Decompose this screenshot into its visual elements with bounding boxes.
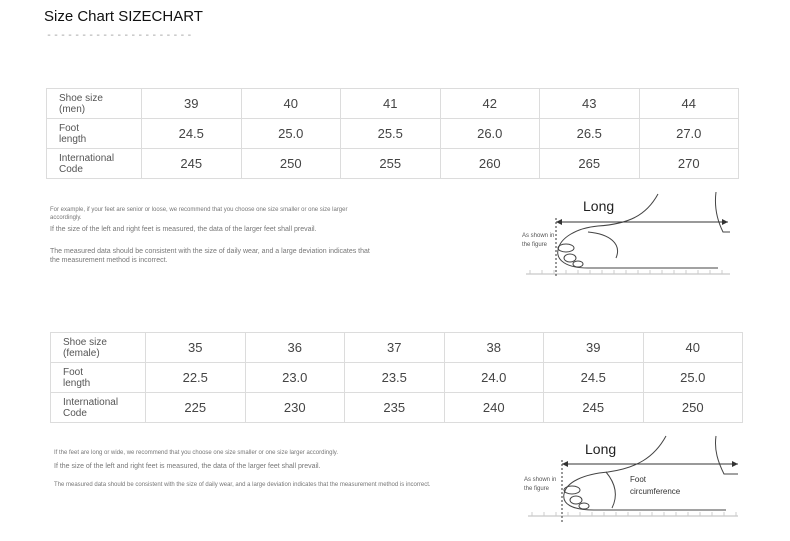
table-cell: 26.5: [540, 119, 640, 149]
men-note-1: For example, if your feet are senior or loose, we recommend that you choose one size smaller or one size larger accordingly.: [50, 207, 348, 221]
table-cell: 270: [639, 149, 739, 179]
table-cell: 39: [544, 333, 644, 363]
table-cell: 230: [245, 393, 345, 423]
table-cell: 245: [142, 149, 242, 179]
table-row: [47, 119, 739, 149]
table-cell: 23.0: [245, 363, 345, 393]
men-note-2: If the size of the left and right feet is measured, the data of the larger feet shall prevail.: [50, 226, 317, 233]
row-header: Shoe size (men): [47, 89, 142, 119]
men-foot-measurement-figure: [518, 188, 733, 283]
row-header: International Code: [51, 393, 146, 423]
table-cell: 23.5: [345, 363, 445, 393]
row-header: Foot length: [51, 363, 146, 393]
row-header: Shoe size (female): [51, 333, 146, 363]
table-cell: 44: [639, 89, 739, 119]
men-figure-long-label: Long: [583, 198, 615, 214]
table-cell: 240: [444, 393, 544, 423]
table-cell: 37: [345, 333, 445, 363]
men-size-table: [46, 88, 739, 179]
table-cell: 38: [444, 333, 544, 363]
women-foot-measurement-figure: [520, 432, 742, 527]
table-row: [47, 89, 739, 119]
women-size-table: [50, 332, 743, 423]
page-title: Size Chart SIZECHART: [44, 8, 203, 25]
table-cell: 25.0: [241, 119, 341, 149]
women-figure-long-label: Long: [585, 441, 617, 457]
men-figure-caption: As shown in the figure: [522, 233, 555, 248]
men-note-3: The measured data should be consistent with the size of daily wear, and a large deviation indicates that the measurement method is incorrect.: [50, 248, 370, 264]
women-note-3: The measured data should be consistent with the size of daily wear, and a large deviation indicates that the measurement method is incorrect.: [54, 482, 431, 488]
table-cell: 245: [544, 393, 644, 423]
table-cell: 42: [440, 89, 540, 119]
table-cell: 260: [440, 149, 540, 179]
table-cell: 24.0: [444, 363, 544, 393]
table-cell: 25.0: [643, 363, 743, 393]
women-figure-caption: As shown in the figure: [524, 477, 557, 492]
table-cell: 25.5: [341, 119, 441, 149]
title-divider: ---------------------: [46, 30, 194, 41]
table-row: [47, 149, 739, 179]
table-row: [51, 393, 743, 423]
table-cell: 255: [341, 149, 441, 179]
women-note-1: If the feet are long or wide, we recommend that you choose one size smaller or one size larger accordingly.: [54, 450, 339, 456]
row-header: Foot length: [47, 119, 142, 149]
table-cell: 225: [146, 393, 246, 423]
women-table-body: [51, 333, 743, 423]
table-cell: 36: [245, 333, 345, 363]
table-cell: 250: [241, 149, 341, 179]
table-cell: 39: [142, 89, 242, 119]
women-measurement-notes: [54, 449, 474, 489]
table-cell: 235: [345, 393, 445, 423]
table-cell: 40: [643, 333, 743, 363]
row-header: International Code: [47, 149, 142, 179]
table-row: [51, 363, 743, 393]
table-cell: 43: [540, 89, 640, 119]
table-row: [51, 333, 743, 363]
table-cell: 35: [146, 333, 246, 363]
table-cell: 26.0: [440, 119, 540, 149]
table-cell: 250: [643, 393, 743, 423]
women-figure-circumference-label: Foot circumference: [630, 475, 681, 496]
table-cell: 41: [341, 89, 441, 119]
men-table-body: [47, 89, 739, 179]
table-cell: 27.0: [639, 119, 739, 149]
men-measurement-notes: [50, 206, 380, 265]
women-note-2: If the size of the left and right feet is measured, the data of the larger feet shall prevail.: [54, 463, 321, 470]
table-cell: 265: [540, 149, 640, 179]
table-cell: 22.5: [146, 363, 246, 393]
table-cell: 24.5: [142, 119, 242, 149]
table-cell: 24.5: [544, 363, 644, 393]
table-cell: 40: [241, 89, 341, 119]
